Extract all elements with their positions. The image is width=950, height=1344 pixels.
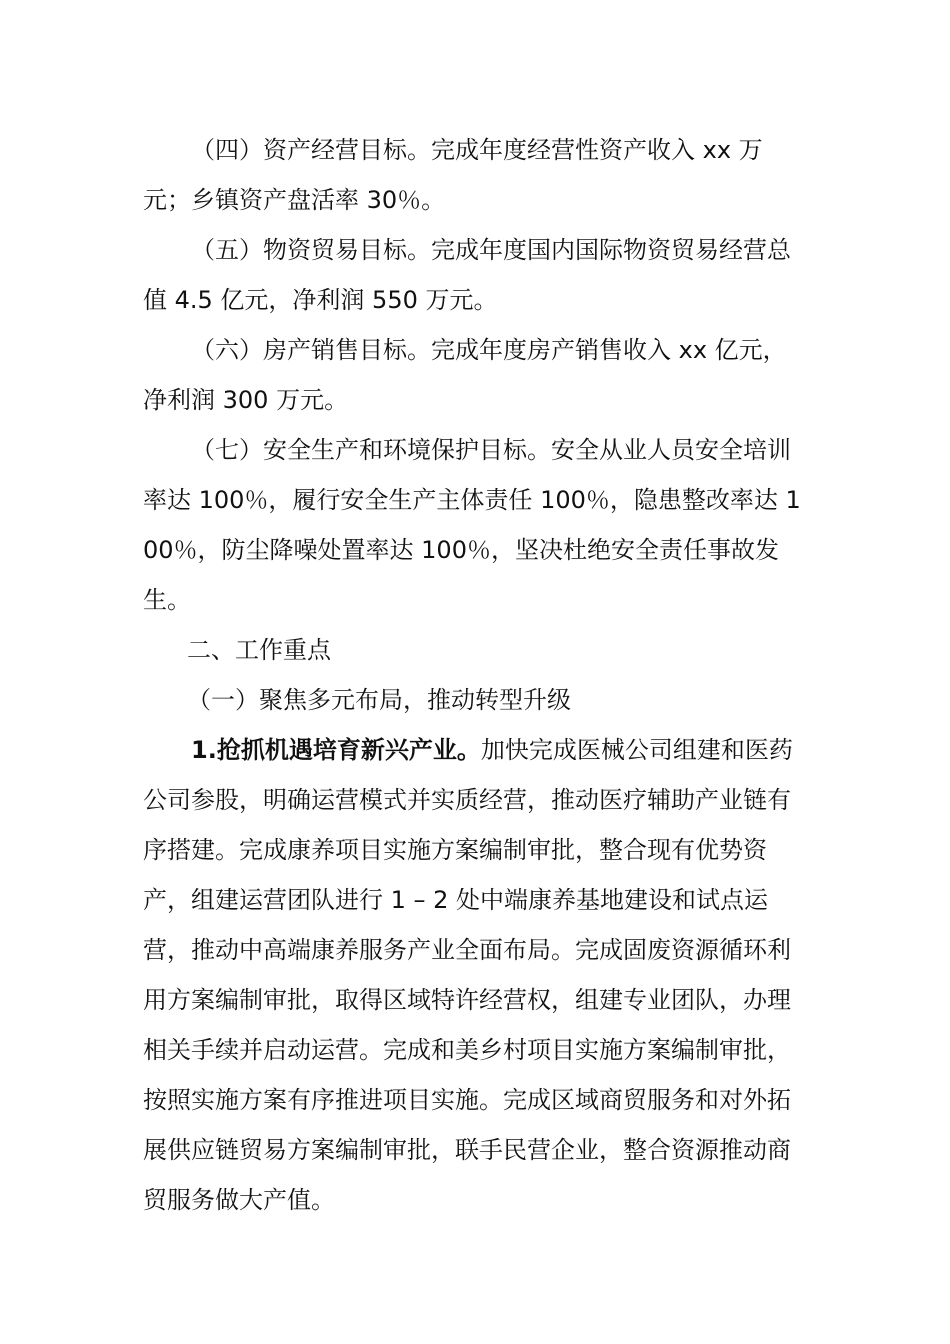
subsection-heading-diversified-layout: （一）聚焦多元布局，推动转型升级 xyxy=(187,686,571,714)
item-body-text: 加快完成医械公司组建和医药公司参股，明确运营模式并实质经营，推动医疗辅助产业链有序搭建。完成康养项目实施方案编制审批，整合现有优势资产，组建运营团队进行 1 – 2 处中端康养基地建设和试点运营，推动中高端康养服务产业全面布局。完成固废资源循环利用方案编制审批，取得区域特许经营权，组建专业团队，办理相关手续并启动运营。完成和美乡村项目实施方案编制审批，按照实施方案有序推进项目实施。完成区域商贸服务和对外拓展供应链贸易方案编制审批，联手民营企业，整合资源推动商贸服务做大产值。 xyxy=(143,736,793,1214)
paragraph-safety-environment-target: （七）安全生产和环境保护目标。安全从业人员安全培训率达 100％，履行安全生产主体责任 100％，隐患整改率达 100％，防尘降噪处置率达 100％，坚决杜绝安全责任事故发生。 xyxy=(143,436,801,614)
paragraph-asset-operation-target: （四）资产经营目标。完成年度经营性资产收入 xx 万元；乡镇资产盘活率 30％。 xyxy=(143,136,763,214)
paragraph-real-estate-target: （六）房产销售目标。完成年度房产销售收入 xx 亿元，净利润 300 万元。 xyxy=(143,336,787,414)
section-heading-work-priorities: 二、工作重点 xyxy=(187,636,331,664)
item-lead-title: 1.抢抓机遇培育新兴产业。 xyxy=(191,736,481,764)
document-body xyxy=(143,125,808,1225)
paragraph-material-trade-target: （五）物资贸易目标。完成年度国内国际物资贸易经营总值 4.5 亿元，净利润 550 万元。 xyxy=(143,236,791,314)
paragraph-emerging-industries xyxy=(143,725,808,1225)
